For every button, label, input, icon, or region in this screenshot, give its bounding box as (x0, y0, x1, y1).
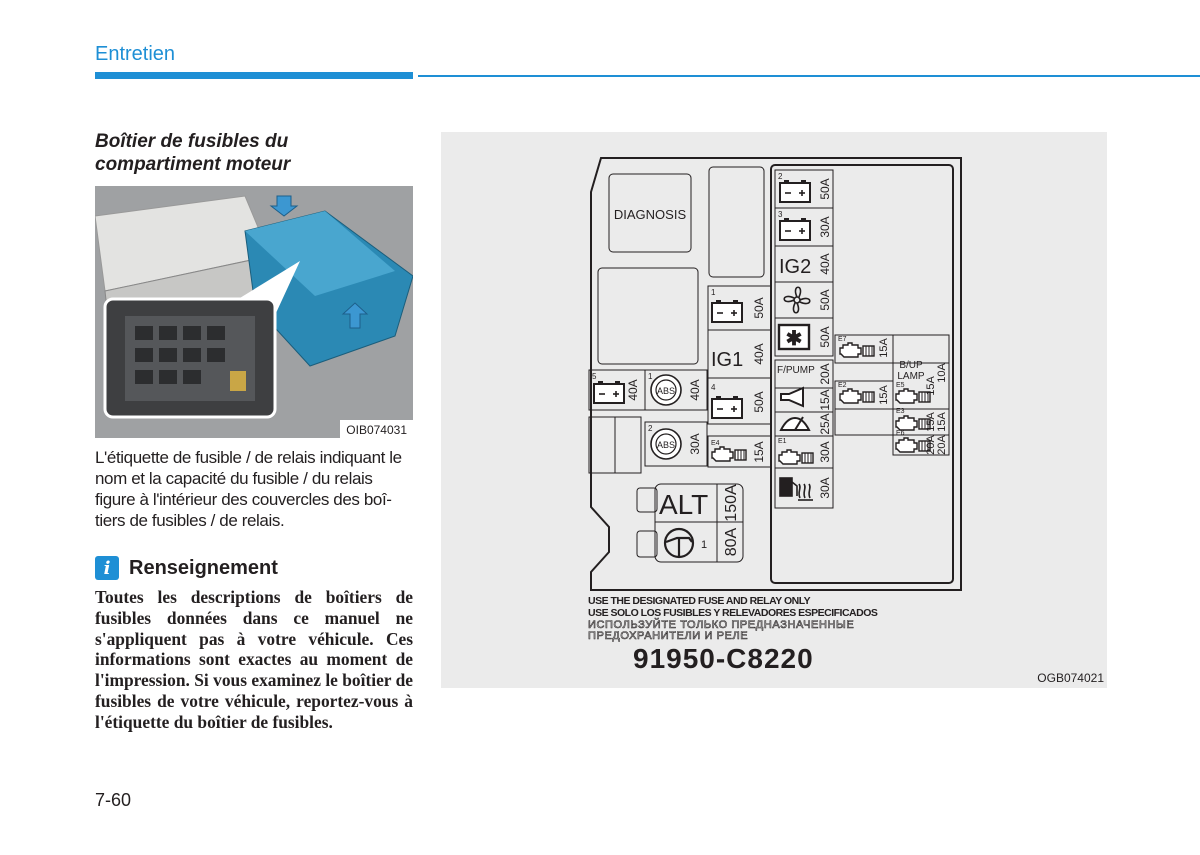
photo-caption: OIB074031 (346, 423, 407, 437)
alt-rating: 150A (723, 484, 740, 522)
fuse-e3-rating: 15A (925, 412, 937, 432)
section-title: Boîtier de fusibles du compartiment moteur (95, 131, 291, 175)
fuse-e4-rating: 15A (752, 441, 766, 463)
info-title: Renseignement (129, 556, 278, 579)
notice-russian-1: ИСПОЛЬЗУЙТЕ ТОЛЬКО ПРЕДНАЗНАЧЕННЫЕ (588, 619, 855, 631)
bup-rating: 10A (936, 363, 948, 383)
steering-rating: 80A (723, 527, 740, 557)
info-icon: i (95, 556, 119, 580)
col-rating-1: 15A (936, 412, 948, 432)
abs-1-rating: 40A (688, 379, 702, 401)
fuse-box-label-diagram (441, 132, 1107, 688)
fuse-e3-number: E3 (896, 408, 905, 415)
fuse-e6-number: E6 (896, 430, 905, 437)
abs-2-label: ABS (656, 440, 676, 450)
fuse-e1-rating: 30A (818, 441, 832, 463)
fuse-e5-rating: 15A (925, 376, 937, 396)
fuse-e6-rating: 20A (925, 435, 937, 455)
fuse-e7-rating: 15A (878, 338, 890, 358)
fpump-rating: 20A (818, 363, 832, 385)
fuse-e7-number: E7 (838, 336, 847, 343)
fuse-3-number: 3 (778, 210, 783, 219)
ig1-rating: 40A (752, 343, 766, 365)
diagnosis-label: DIAGNOSIS (613, 207, 687, 222)
body-paragraph: L'étiquette de fusible / de relais indiquant le nom et la capacité du fusible / du relais figure à l'intérieur des couvercles des boî-tiers de fusibles / de relais. (95, 448, 402, 530)
ig1-label: IG1 (711, 349, 744, 371)
engine-fuse-box-photo (95, 186, 413, 438)
svg-text:✱: ✱ (785, 328, 803, 350)
lamp-label: LAMP (897, 371, 925, 382)
fan-rating: 50A (818, 289, 832, 311)
star-rating: 50A (818, 326, 832, 348)
alt-label: ALT (659, 489, 709, 520)
ig2-rating: 40A (818, 253, 832, 275)
fuse-3-rating: 30A (818, 216, 832, 238)
fuse-5-number: 5 (592, 372, 597, 381)
fuse-1-rating: 50A (752, 297, 766, 319)
running-header: Entretien (95, 43, 176, 65)
notice-english: USE THE DESIGNATED FUSE AND RELAY ONLY (588, 595, 811, 607)
steering-number: 1 (701, 539, 708, 551)
fuse-2-number: 2 (778, 172, 783, 181)
fuse-e2-rating: 15A (878, 385, 890, 405)
fuse-e1-number: E1 (778, 438, 787, 445)
abs-1-number: 1 (648, 372, 653, 381)
abs-2-number: 2 (648, 424, 653, 433)
horn-rating: 15A (818, 389, 832, 411)
fuse-1-number: 1 (711, 288, 716, 297)
fuse-4-number: 4 (711, 383, 716, 392)
header-rule-thick (95, 72, 413, 79)
wiper-rating: 25A (818, 413, 832, 435)
info-heading (95, 556, 278, 580)
fuse-e5-number: E5 (896, 382, 905, 389)
part-number: 91950-C8220 (633, 643, 814, 674)
bup-label: B/UP (899, 360, 923, 371)
diagram-caption: OGB074021 (1037, 671, 1104, 685)
battery-star-icon (779, 325, 809, 350)
fuse-4-rating: 50A (752, 391, 766, 413)
page-number: 7-60 (95, 790, 132, 810)
fuse-e2-number: E2 (838, 382, 847, 389)
fuse-2-rating: 50A (818, 178, 832, 200)
header-rule-thin (418, 75, 1200, 77)
abs-1-label: ABS (656, 386, 676, 396)
col-rating-2: 20A (936, 435, 948, 455)
fpump-label: F/PUMP (777, 365, 815, 376)
abs-2-rating: 30A (688, 433, 702, 455)
info-paragraph: Toutes les descriptions de boîtiers de fusibles données dans ce manuel ne s'appliquent pas à votre véhicule. Ces informations sont exactes au moment de l'impression. Si vous examinez le boîtier de fusibles de votre véhicule, reportez-vous à l'étiquette du boîtier de fusibles. (95, 587, 413, 732)
notice-russian-2: ПРЕДОХРАНИТЕЛИ И РЕЛЕ (588, 630, 749, 642)
ig2-label: IG2 (779, 256, 812, 278)
fuel-rating: 30A (818, 477, 832, 499)
fuse-e4-number: E4 (711, 440, 720, 447)
notice-spanish: USE SOLO LOS FUSIBLES Y RELEVADORES ESPECIFICADOS (588, 607, 878, 619)
fuse-5-rating: 40A (626, 379, 640, 401)
